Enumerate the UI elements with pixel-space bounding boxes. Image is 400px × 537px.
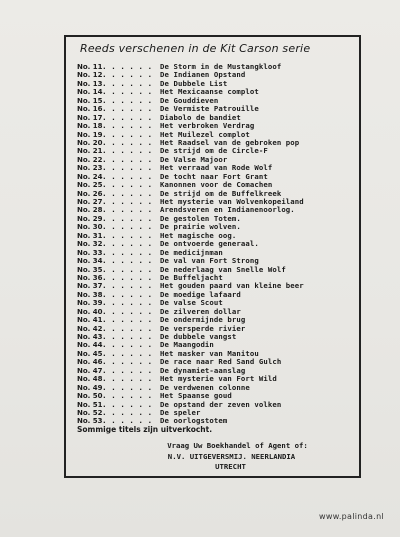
leader-dots: . . . . . .: [103, 214, 154, 223]
issue-title: Kanonnen voor de Comachen: [160, 180, 273, 190]
leader-dots: . . . . . .: [103, 316, 154, 325]
leader-dots: . . . . . .: [103, 223, 154, 232]
issue-title: De speler: [160, 407, 201, 417]
issue-title: Het mysterie van Fort Wild: [160, 374, 277, 384]
issue-number: No. 22: [77, 155, 103, 164]
issue-number: No. 45: [77, 349, 103, 358]
list-item: [77, 88, 361, 96]
issue-title: De gestolen Totem.: [160, 213, 241, 223]
issue-number: No. 52: [77, 408, 103, 417]
issue-title: De opstand der zeven volken: [160, 399, 282, 409]
issue-title: De verdwenen colonne: [160, 382, 250, 392]
leader-dots: . . . . . .: [103, 358, 154, 367]
issue-number: No. 36: [77, 273, 103, 282]
leader-dots: . . . . . .: [103, 71, 154, 80]
leader-dots: . . . . . .: [103, 307, 154, 316]
issue-title: De tocht naar Fort Grant: [160, 171, 268, 181]
issue-number: No. 18: [77, 122, 103, 131]
issue-number: No. 14: [77, 88, 103, 97]
issue-title: De dynamiet-aanslag: [160, 365, 246, 375]
issue-number: No. 32: [77, 240, 103, 249]
contact-line-2: N.V. UITGEVERSMIJ. NEERLANDIA: [167, 451, 296, 461]
issue-number: No. 24: [77, 172, 103, 181]
leader-dots: . . . . . .: [103, 257, 154, 266]
issue-title: Het verraad van Rode Wolf: [160, 163, 273, 173]
leader-dots: . . . . . .: [103, 290, 154, 299]
issue-title: De Storm in de Mustangkloof: [160, 62, 282, 71]
leader-dots: . . . . . .: [103, 282, 154, 291]
leader-dots: . . . . . .: [103, 273, 154, 282]
issue-title: De ontvoerde generaal.: [160, 239, 259, 249]
issue-number: No. 31: [77, 231, 103, 240]
issue-number: No. 33: [77, 248, 103, 257]
leader-dots: . . . . . .: [103, 299, 154, 308]
issue-number: No. 12: [77, 71, 103, 80]
issue-number: No. 19: [77, 130, 103, 139]
issue-title: De strijd om de Circle-F: [160, 146, 268, 156]
contact-line-1: Vraag Uw Boekhandel of Agent of:: [167, 441, 308, 450]
watermark: www.palinda.nl: [319, 512, 384, 521]
leader-dots: . . . . . .: [103, 417, 154, 426]
issue-title: De dubbele vangst: [160, 332, 237, 341]
leader-dots: . . . . . .: [103, 324, 154, 333]
issue-title: De moedige lafaard: [160, 289, 241, 299]
issue-number: No. 13: [77, 79, 103, 88]
leader-dots: . . . . . .: [103, 122, 154, 131]
issue-number: No. 29: [77, 214, 103, 223]
leader-dots: . . . . . .: [103, 265, 154, 274]
leader-dots: . . . . . .: [103, 79, 154, 88]
issue-title: De oorlogstotem: [160, 416, 228, 426]
issue-title: Het Raadsel van de gebroken pop: [160, 137, 300, 147]
issue-title: Het magische oog.: [160, 230, 237, 240]
issue-title: De Vermiste Patrouille: [160, 104, 259, 114]
issue-number: No. 41: [77, 316, 103, 325]
issue-title: De medicijnman: [160, 247, 223, 257]
leader-dots: . . . . . .: [103, 392, 154, 401]
publisher-contact: [66, 441, 359, 473]
issue-number: No. 23: [77, 164, 103, 173]
list-item: [77, 333, 361, 341]
leader-dots: . . . . . .: [103, 240, 154, 249]
issue-title: Diabolo de bandiet: [160, 112, 241, 122]
leader-dots: . . . . . .: [103, 333, 154, 341]
issue-number: No. 44: [77, 341, 103, 350]
issue-title: De race naar Red Sand Gulch: [160, 357, 282, 367]
issue-number: No. 28: [77, 206, 103, 215]
leader-dots: . . . . . .: [103, 164, 154, 173]
issue-title: De Gouddieven: [160, 95, 219, 105]
issue-number: No. 26: [77, 189, 103, 198]
issue-number: No. 30: [77, 223, 103, 232]
issue-number: No. 51: [77, 400, 103, 409]
leader-dots: . . . . . .: [103, 206, 154, 215]
issue-number: No. 27: [77, 198, 103, 206]
issue-number: No. 11: [77, 63, 103, 71]
issue-number: No. 20: [77, 138, 103, 147]
issue-number: No. 40: [77, 307, 103, 316]
page-title: Reeds verschenen in de Kit Carson serie: [80, 42, 311, 55]
issue-title: De Maangodin: [160, 340, 214, 350]
issue-number: No. 48: [77, 375, 103, 384]
issue-title: De val van Fort Strong: [160, 256, 259, 266]
issue-title: De Indianen Opstand: [160, 70, 246, 80]
issue-number: No. 47: [77, 366, 103, 375]
issue-title: Arendsveren en Indianenoorlog.: [160, 205, 295, 215]
issue-number: No. 42: [77, 324, 103, 333]
leader-dots: . . . . . .: [103, 130, 154, 139]
issue-title: De strijd om de Buffelkreek: [160, 188, 282, 198]
leader-dots: . . . . . .: [103, 375, 154, 384]
title-list: [77, 63, 361, 426]
issue-number: No. 38: [77, 290, 103, 299]
issue-number: No. 25: [77, 181, 103, 190]
leader-dots: . . . . . .: [103, 147, 154, 156]
issue-title: De prairie wolven.: [160, 222, 241, 232]
issue-number: No. 50: [77, 392, 103, 401]
issue-title: De ondermijnde brug: [160, 315, 246, 325]
leader-dots: . . . . . .: [103, 383, 154, 392]
issue-title: Het Spaanse goud: [160, 391, 232, 401]
leader-dots: . . . . . .: [103, 138, 154, 147]
issue-title: Het verbroken Verdrag: [160, 121, 255, 131]
issue-title: De zilveren dollar: [160, 306, 241, 316]
issue-title: De nederlaag van Snelle Wolf: [160, 264, 286, 274]
issue-title: Het masker van Manitou: [160, 348, 259, 358]
issue-number: No. 16: [77, 105, 103, 114]
leader-dots: . . . . . .: [103, 105, 154, 114]
contact-line-3: UTRECHT: [215, 462, 246, 471]
issue-number: No. 15: [77, 96, 103, 105]
leader-dots: . . . . . .: [103, 88, 154, 97]
issue-number: No. 21: [77, 147, 103, 156]
leader-dots: . . . . . .: [103, 400, 154, 409]
leader-dots: . . . . . .: [103, 113, 154, 122]
issue-title: Het gouden paard van kleine beer: [160, 281, 304, 291]
content-frame: [64, 35, 361, 478]
leader-dots: . . . . . .: [103, 189, 154, 198]
issue-number: No. 37: [77, 282, 103, 291]
leader-dots: . . . . . .: [103, 341, 154, 350]
issue-number: No. 17: [77, 113, 103, 122]
issue-number: No. 35: [77, 265, 103, 274]
issue-title: De Dubbele List: [160, 78, 228, 88]
issue-number: No. 34: [77, 257, 103, 266]
leader-dots: . . . . . .: [103, 366, 154, 375]
list-item: [77, 401, 361, 409]
issue-number: No. 43: [77, 333, 103, 341]
issue-number: No. 53: [77, 417, 103, 426]
leader-dots: . . . . . .: [103, 231, 154, 240]
leader-dots: . . . . . .: [103, 96, 154, 105]
leader-dots: . . . . . .: [103, 63, 154, 71]
issue-number: No. 46: [77, 358, 103, 367]
issue-title: Het Mexicaanse complot: [160, 87, 259, 97]
issue-title: Het Muilezel complot: [160, 129, 250, 139]
leader-dots: . . . . . .: [103, 408, 154, 417]
issue-title: De valse Scout: [160, 298, 223, 308]
leader-dots: . . . . . .: [103, 155, 154, 164]
issue-title: De Buffeljacht: [160, 272, 223, 282]
leader-dots: . . . . . .: [103, 248, 154, 257]
issue-number: No. 39: [77, 299, 103, 308]
issue-title: Het mysterie van Wolvenkopeiland: [160, 197, 304, 206]
leader-dots: . . . . . .: [103, 198, 154, 206]
leader-dots: . . . . . .: [103, 349, 154, 358]
issue-title: De Valse Majoor: [160, 154, 228, 164]
leader-dots: . . . . . .: [103, 172, 154, 181]
sold-out-note: Sommige titels zijn uitverkocht.: [77, 425, 213, 434]
issue-number: No. 49: [77, 383, 103, 392]
leader-dots: . . . . . .: [103, 181, 154, 190]
issue-title: De versperde rivier: [160, 323, 246, 333]
